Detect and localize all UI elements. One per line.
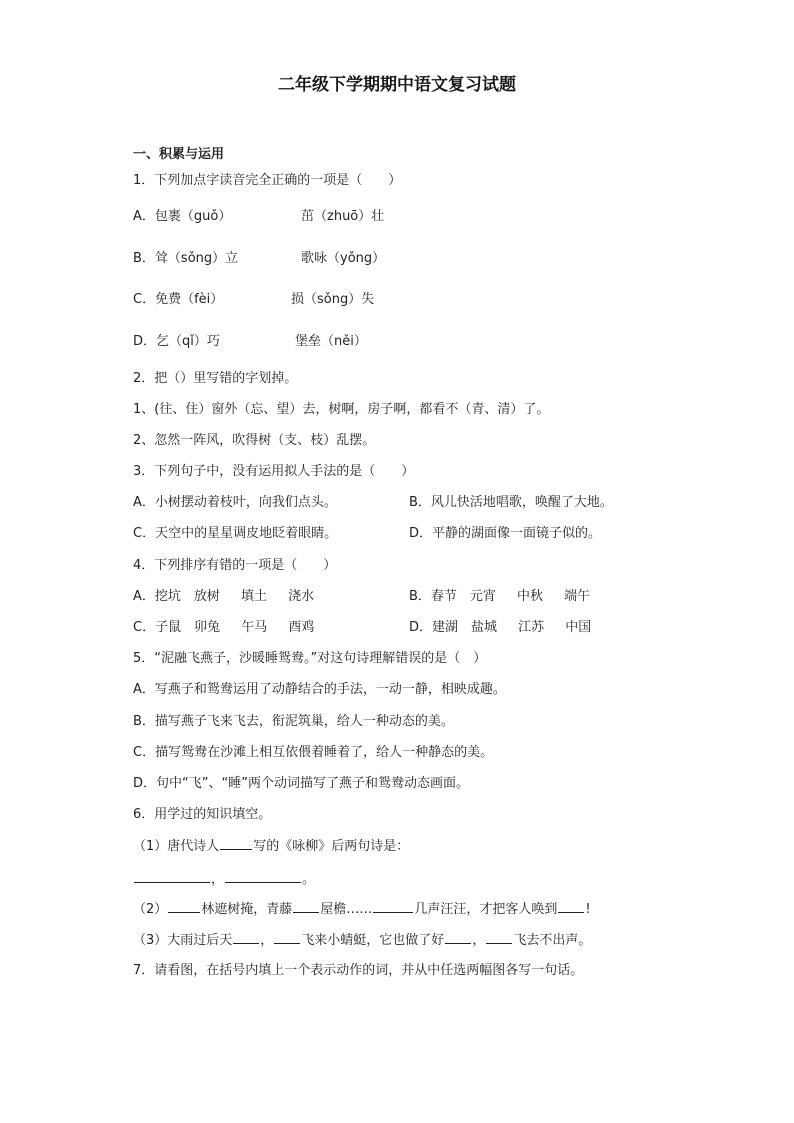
question-6-part-2 [133,900,591,919]
option-a: A．挖坑 放树 填土 浇水 [133,589,315,604]
part-2-text-1: 林遮树掩，青藤 [201,902,293,917]
part-2-blank-4[interactable] [558,900,584,913]
part-2-end: ! [585,902,591,917]
part-3-blank-2[interactable] [274,931,300,944]
option-a: A．小树摆动着枝叶，向我们点头。 [133,495,337,510]
part-3-blank-4[interactable] [486,931,512,944]
part-3-sep-1: ， [260,933,274,948]
option-b-word2: 歌咏（yǒng） [301,251,386,266]
question-5-option-b: B．描写燕子飞来飞去，衔泥筑巢，给人一种动态的美。 [133,714,454,729]
question-2-stem: 2．把（）里写错的字划掉。 [133,371,298,386]
part-3-text-1: 飞来小蜻蜓，它也做了好 [301,933,445,948]
part-3-prefix: （3）大雨过后天 [133,933,233,948]
option-d-word1: D．乞（qǐ）巧 [133,334,220,349]
option-b: B．春节 元宵 中秋 端午 [409,589,591,604]
page-title: 二年级下学期期中语文复习试题 [278,75,516,95]
part-2-text-3: 几声汪汪，才把客人唤到 [414,902,558,917]
section-heading: 一、积累与运用 [133,147,225,162]
option-a-word2: 茁（zhuō）壮 [301,209,385,224]
part-2-blank-2[interactable] [293,900,319,913]
part-2-blank-1[interactable] [168,900,200,913]
answer-end: 。 [302,872,316,887]
question-1-stem: 1．下列加点字读音完全正确的一项是（ ） [133,173,402,188]
part-2-blank-3[interactable] [373,900,413,913]
part-3-blank-3[interactable] [445,931,471,944]
part-2-prefix: （2） [133,902,168,917]
part-1-prefix: （1）唐代诗人 [133,839,220,854]
option-b: B．风儿快活地唱歌，唤醒了大地。 [409,495,613,510]
question-7-stem: 7．请看图，在括号内填上一个表示动作的词，并从中任选两幅图各写一句话。 [133,963,584,978]
poem-line-1-blank[interactable] [134,870,210,883]
poet-blank[interactable] [220,837,252,850]
option-c-word1: C．免费（fèi） [133,292,224,307]
option-c-word2: 损（sǒng）失 [291,292,375,307]
option-d: D．平静的湖面像一面镜子似的。 [409,526,602,541]
question-5-stem: 5．“泥融飞燕子，沙暖睡鸳鸯。”对这句诗理解错误的是（ ） [133,651,487,666]
question-6-part-3 [133,931,591,950]
part-3-blank-1[interactable] [233,931,259,944]
question-2-item: 2、忽然一阵风，吹得树（支、枝）乱摆。 [133,433,376,448]
option-a-word1: A．包裹（guǒ） [133,209,232,224]
option-c: C．天空中的星星调皮地眨着眼睛。 [133,526,338,541]
option-d: D．建湖 盐城 江苏 中国 [409,620,592,635]
question-4-stem: 4．下列排序有错的一项是（ ） [133,558,337,573]
part-3-sep-2: ， [472,933,486,948]
question-5-option-a: A．写燕子和鸳鸯运用了动静结合的手法，一动一静，相映成趣。 [133,682,506,697]
part-3-end: 飞去不出声。 [513,933,592,948]
question-6-stem: 6．用学过的知识填空。 [133,807,272,822]
option-c: C．子鼠 卯兔 午马 酉鸡 [133,620,315,635]
question-5-option-c: C．描写鸳鸯在沙滩上相互依偎着睡着了，给人一种静态的美。 [133,745,494,760]
option-b-word1: B．耸（sǒng）立 [133,251,239,266]
question-2-item: 1、(往、住）窗外（忘、望）去，树啊，房子啊，都看不（青、清）了。 [133,402,550,417]
answer-separator: ， [211,872,225,887]
part-1-text: 写的《咏柳》后两句诗是： [253,839,410,854]
question-5-option-d: D．句中“飞”、“睡”两个动词描写了燕子和鸳鸯动态画面。 [133,776,469,791]
question-6-answer-line [133,870,315,889]
option-d-word2: 堡垒（něi） [295,334,367,349]
question-6-part-1 [133,837,409,856]
question-3-stem: 3．下列句子中，没有运用拟人手法的是（ ） [133,464,415,479]
poem-line-2-blank[interactable] [225,870,301,883]
part-2-text-2: 屋檐…… [320,902,373,917]
